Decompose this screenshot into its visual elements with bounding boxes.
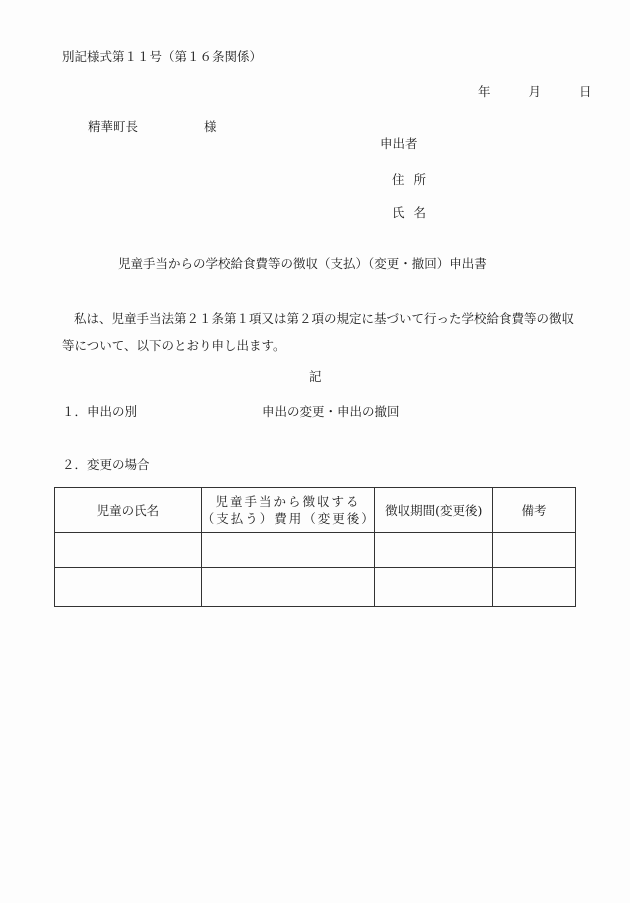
addressee bbox=[88, 117, 217, 135]
table-row bbox=[55, 568, 576, 607]
cell-cost[interactable] bbox=[201, 568, 375, 607]
cell-period[interactable] bbox=[375, 568, 493, 607]
applicant-label: 申出者 bbox=[380, 136, 418, 151]
header-child-name: 児童の氏名 bbox=[55, 488, 202, 533]
date-line bbox=[478, 82, 591, 100]
cell-child-name[interactable] bbox=[55, 568, 202, 607]
cell-remarks[interactable] bbox=[493, 533, 576, 568]
header-remarks: 備考 bbox=[493, 488, 576, 533]
item2-label: ２．変更の場合 bbox=[62, 457, 150, 472]
addressee-honorific: 様 bbox=[204, 119, 217, 134]
document-title: 児童手当からの学校給食費等の徴収（支払）（変更・撤回）申出書 bbox=[118, 256, 487, 271]
change-table bbox=[54, 487, 576, 607]
header-cost bbox=[201, 488, 375, 533]
cell-remarks[interactable] bbox=[493, 568, 576, 607]
cell-cost[interactable] bbox=[201, 533, 375, 568]
header-period: 徴収期間(変更後) bbox=[375, 488, 493, 533]
ki-heading: 記 bbox=[309, 369, 322, 384]
cell-child-name[interactable] bbox=[55, 533, 202, 568]
item1-label: １．申出の別 bbox=[62, 404, 138, 419]
cell-period[interactable] bbox=[375, 533, 493, 568]
date-month: 月 bbox=[528, 84, 541, 99]
item1-value: 申出の変更・申出の撤回 bbox=[262, 404, 400, 419]
date-day: 日 bbox=[578, 84, 592, 99]
table-header-row bbox=[55, 488, 576, 533]
address-label: 住所 bbox=[392, 172, 436, 187]
date-year: 年 bbox=[478, 84, 491, 99]
name-label: 氏名 bbox=[392, 205, 436, 220]
header-cost-line2: （支払う）費用（変更後） bbox=[201, 511, 376, 526]
addressee-name: 精華町長 bbox=[88, 119, 139, 134]
body-text: 私は、児童手当法第２１条第１項又は第２項の規定に基づいて行った学校給食費等の徴収等について、以下のとおり申し出ます。 bbox=[62, 311, 575, 353]
form-reference: 別記様式第１１号（第１６条関係） bbox=[62, 49, 263, 64]
table-row bbox=[55, 533, 576, 568]
header-cost-line1: 児童手当から徴収する bbox=[215, 494, 361, 509]
